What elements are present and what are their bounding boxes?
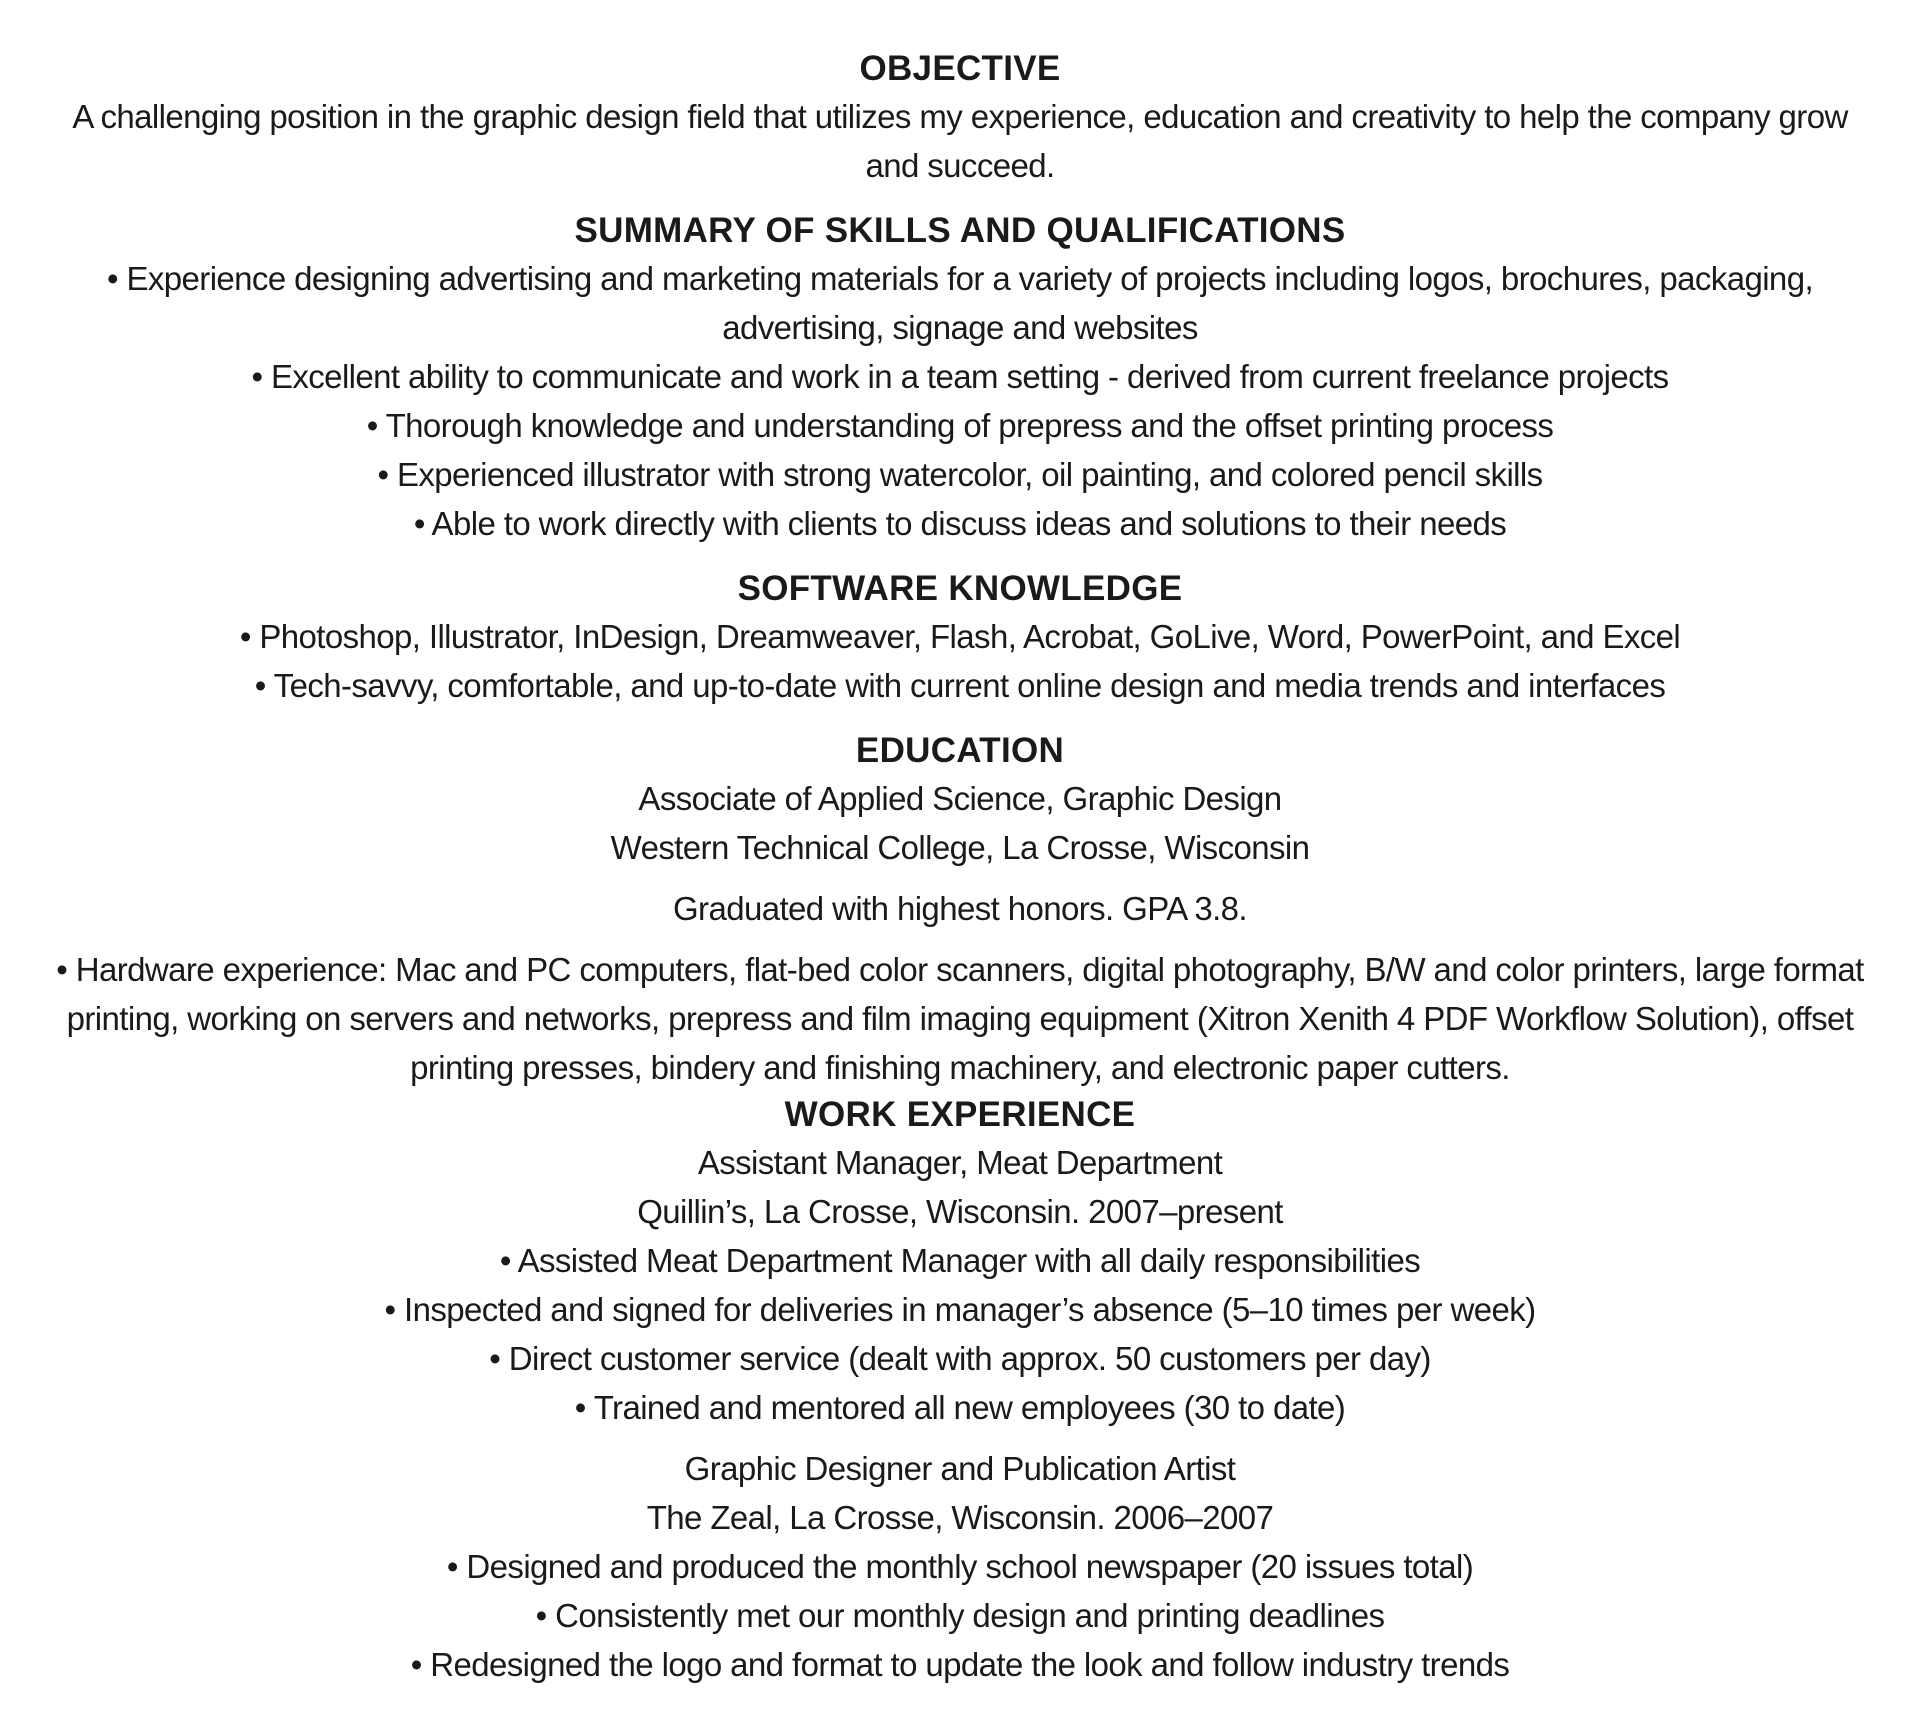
objective-text: A challenging position in the graphic design field that utilizes my experience, education and creativity to help the company grow and succeed. [72,98,1848,184]
skills-heading: SUMMARY OF SKILLS AND QUALIFICATIONS [574,211,1346,250]
work-heading: WORK EXPERIENCE [784,1095,1136,1134]
job-title: Assistant Manager, Meat Department [697,1144,1223,1181]
education-degree: Associate of Applied Science, Graphic Design [638,780,1282,817]
education-heading: EDUCATION [855,731,1065,770]
job-item: • Consistently met our monthly design and printing deadlines [535,1597,1385,1634]
job-item: • Inspected and signed for deliveries in manager’s absence (5–10 times per week) [384,1291,1536,1328]
job-place: The Zeal, La Crosse, Wisconsin. 2006–2007 [646,1499,1274,1536]
software-item: • Tech-savvy, comfortable, and up-to-date with current online design and media trends and interfaces [254,667,1666,704]
hardware-experience: • Hardware experience: Mac and PC computers, flat-bed color scanners, digital photography, B/W and color printers, large format printing, working on servers and networks, prepress and film imaging equipment (Xitron Xenith 4 PDF Workflow Solution), offset printing presses, bindery and finishing machinery, and electronic paper cutters. [56,951,1864,1086]
job-item: • Trained and mentored all new employees (30 to date) [574,1389,1346,1426]
job-item: • Assisted Meat Department Manager with all daily responsibilities [499,1242,1421,1279]
job-place: Quillin’s, La Crosse, Wisconsin. 2007–present [637,1193,1283,1230]
job-item: • Direct customer service (dealt with approx. 50 customers per day) [489,1340,1431,1377]
job-item: • Designed and produced the monthly school newspaper (20 issues total) [446,1548,1474,1585]
job-item: • Redesigned the logo and format to update the look and follow industry trends [410,1646,1510,1683]
education-honors: Graduated with highest honors. GPA 3.8. [672,890,1248,927]
software-item: • Photoshop, Illustrator, InDesign, Dreamweaver, Flash, Acrobat, GoLive, Word, PowerPoint, and Excel [239,618,1681,655]
objective-heading: OBJECTIVE [859,49,1061,88]
skills-item: • Experienced illustrator with strong watercolor, oil painting, and colored pencil skills [377,456,1543,493]
education-school: Western Technical College, La Crosse, Wisconsin [610,829,1310,866]
software-heading: SOFTWARE KNOWLEDGE [737,569,1183,608]
skills-item: • Excellent ability to communicate and work in a team setting - derived from current freelance projects [251,358,1669,395]
job-title: Graphic Designer and Publication Artist [684,1450,1236,1487]
skills-item: • Thorough knowledge and understanding of prepress and the offset printing process [366,407,1554,444]
skills-item: • Able to work directly with clients to discuss ideas and solutions to their needs [413,505,1507,542]
skills-item: • Experience designing advertising and marketing materials for a variety of projects including logos, brochures, packaging, advertising, signage and websites [106,260,1814,346]
